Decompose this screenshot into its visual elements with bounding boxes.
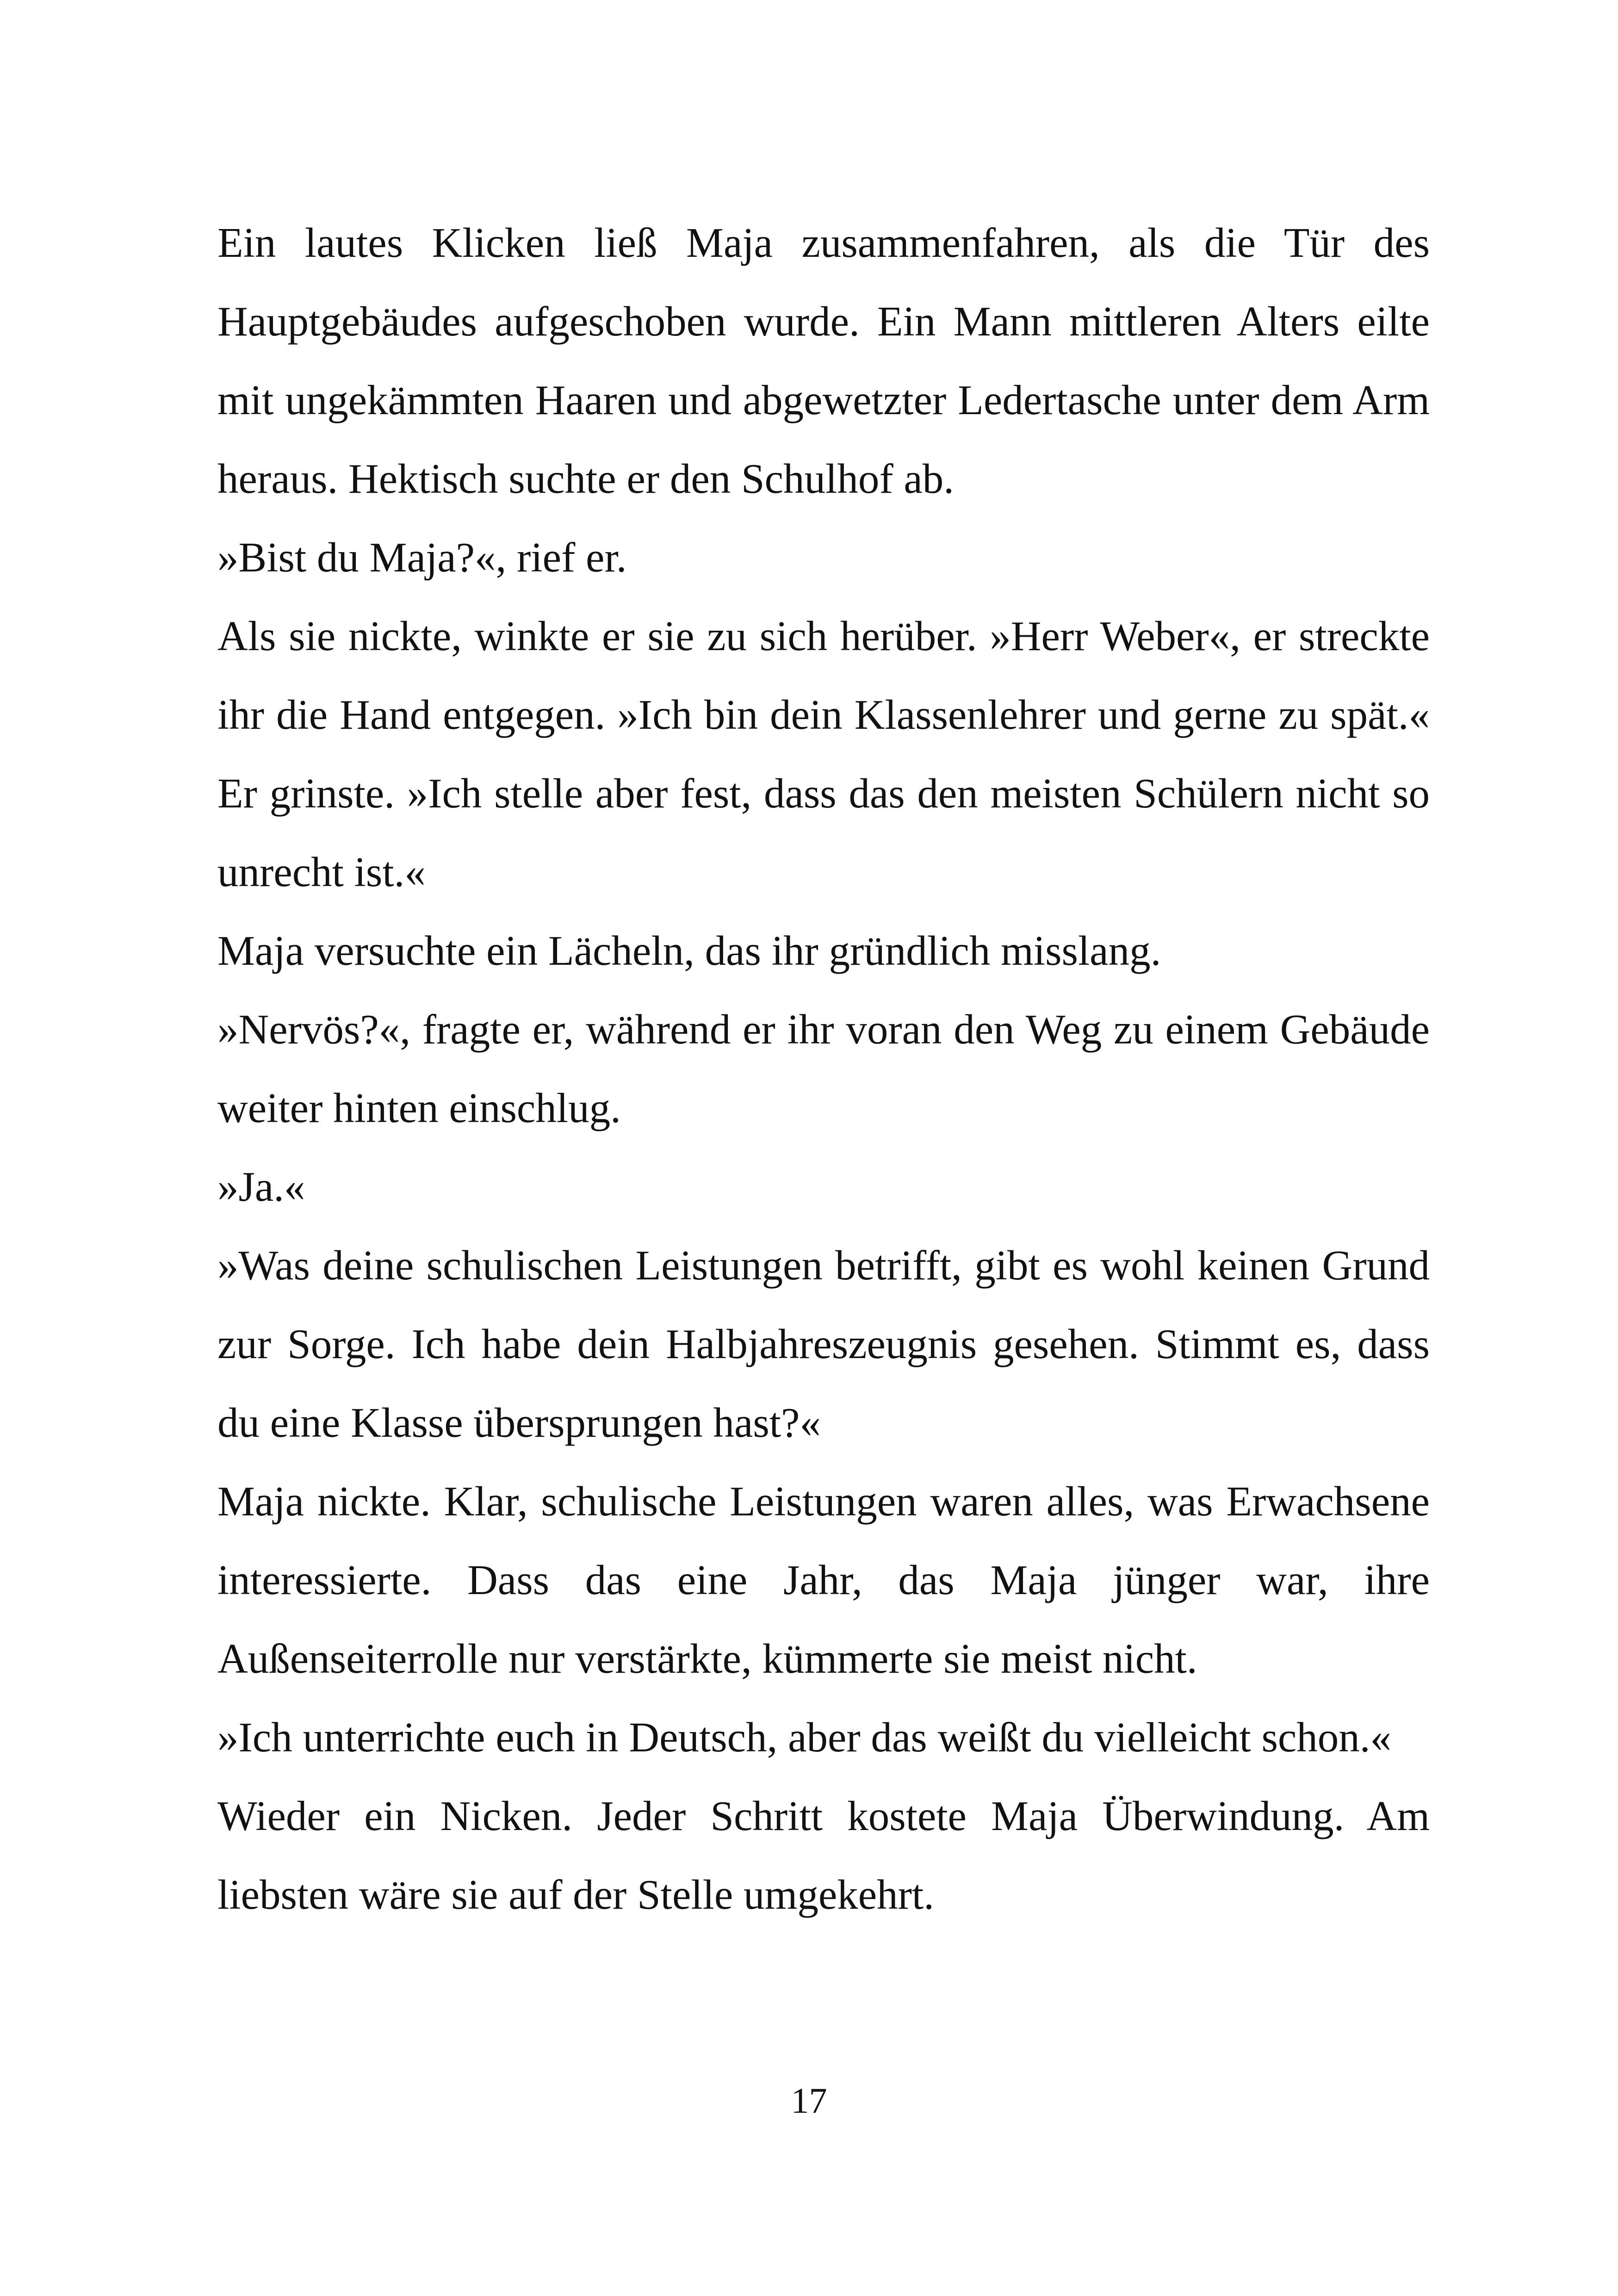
paragraph: Maja nickte. Klar, schulische Leistungen waren alles, was Erwachsene interessierte. Dass das eine Jahr, das Maja jünger war, ihre Außenseiterrolle nur verstärkte, kümmerte sie meist nicht.: [217, 1478, 1430, 1682]
paragraph: Als sie nickte, winkte er sie zu sich herüber. »Herr Weber«, er streckte ihr die Hand entgegen. »Ich bin dein Klassenlehrer und gerne zu spät.« Er grinste. »Ich stelle aber fest, dass das den meisten Schülern nicht so unrecht ist.«: [217, 613, 1430, 895]
paragraph: »Was deine schulischen Leistungen betrifft, gibt es wohl keinen Grund zur Sorge. Ich habe dein Halbjahreszeugnis gesehen. Stimmt es, dass du eine Klasse übersprungen hast?«: [217, 1242, 1430, 1446]
body-text: [217, 204, 1430, 1934]
paragraph: Maja versuchte ein Lächeln, das ihr gründlich misslang.: [217, 927, 1161, 974]
paragraph: »Ich unterrichte euch in Deutsch, aber das weißt du vielleicht schon.«: [217, 1714, 1392, 1761]
page-number: 17: [791, 2080, 827, 2121]
paragraph: Wieder ein Nicken. Jeder Schritt kostete Maja Überwindung. Am liebsten wäre sie auf der Stelle umgekehrt.: [217, 1793, 1430, 1918]
paragraph: »Bist du Maja?«, rief er.: [217, 534, 627, 581]
paragraph: Ein lautes Klicken ließ Maja zusammenfahren, als die Tür des Hauptgebäudes aufgeschoben wurde. Ein Mann mittleren Alters eilte mit ungekämmten Haaren und abgewetzter Ledertasche unter dem Arm heraus. Hektisch suchte er den Schulhof ab.: [217, 219, 1430, 502]
paragraph: »Ja.«: [217, 1163, 305, 1210]
paragraph: »Nervös?«, fragte er, während er ihr voran den Weg zu einem Gebäude weiter hinten einschlug.: [217, 1006, 1430, 1131]
